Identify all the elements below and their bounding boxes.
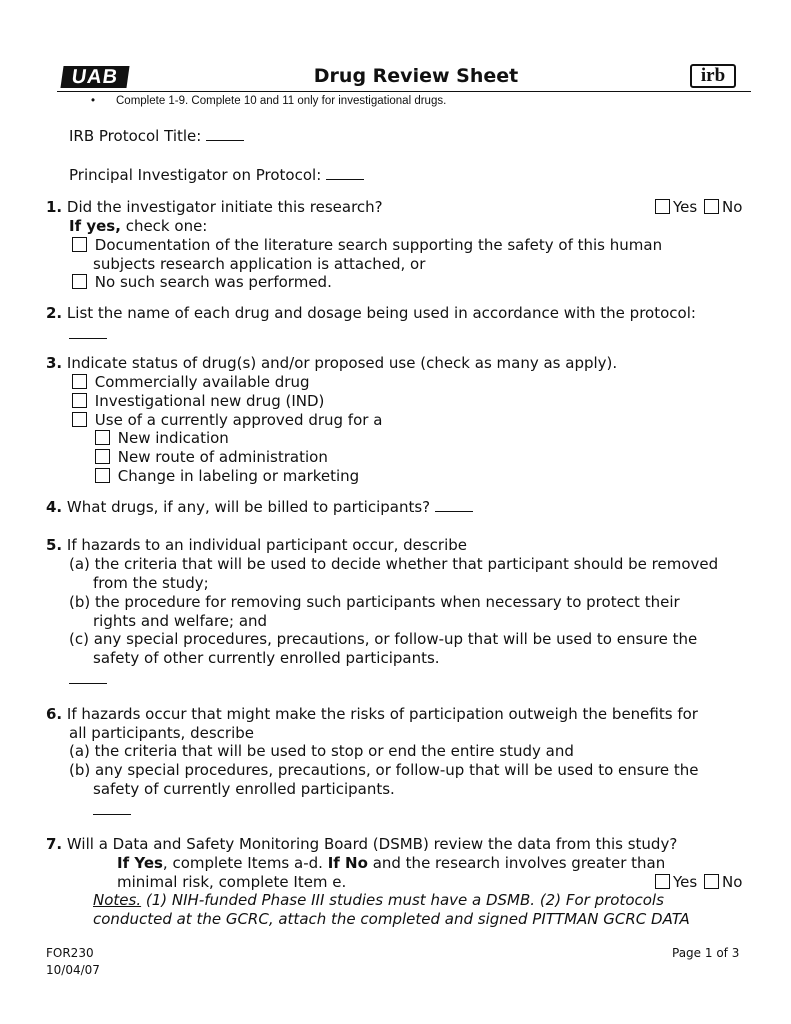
q7-no-checkbox[interactable] [704, 874, 719, 889]
uab-logo: UAB [60, 66, 129, 88]
q1-yes-label: Yes [673, 198, 698, 216]
pi-label: Principal Investigator on Protocol: [69, 166, 322, 184]
q1-if-yes [69, 217, 207, 235]
q3-commercial-checkbox[interactable] [72, 374, 87, 389]
q6-text-line2: all participants, describe [69, 724, 254, 742]
q7-number: 7. [46, 835, 63, 853]
q6-b-line1: (b) any special procedures, precautions, or follow-up that will be used to ensure the [69, 761, 699, 779]
q6-a-line1: (a) the criteria that will be used to stop or end the entire study and [69, 742, 574, 760]
protocol-title-blank[interactable] [206, 130, 244, 141]
q6-question [46, 705, 698, 723]
q5-question [46, 536, 467, 554]
q5-text: If hazards to an individual participant occur, describe [66, 536, 468, 554]
q5-b-line2: rights and welfare; and [93, 612, 268, 630]
q2-question [46, 304, 696, 322]
q5-number: 5. [46, 536, 63, 554]
q7-no-label: No [722, 873, 743, 891]
q7-notes-label: Notes. [93, 891, 142, 909]
q7-text: Will a Data and Safety Monitoring Board (DSMB) review the data from this study? [66, 835, 678, 853]
q2-text: List the name of each drug and dosage being used in accordance with the protocol: [66, 304, 696, 322]
q1-yes-no [655, 198, 742, 216]
q2-number: 2. [46, 304, 63, 322]
q1-no-search-label: No such search was performed. [94, 273, 332, 291]
q5-c-line1: (c) any special procedures, precautions, or follow-up that will be used to ensure the [69, 630, 698, 648]
q3-sub-new-route [95, 448, 328, 466]
q3-text: Indicate status of drug(s) and/or proposed use (check as many as apply). [66, 354, 618, 372]
q3-approved-checkbox[interactable] [72, 412, 87, 427]
form-date: 10/04/07 [46, 963, 100, 977]
q1-if-yes-label: If yes, [69, 217, 121, 235]
pi-field [69, 166, 364, 184]
q3-ind-label: Investigational new drug (IND) [94, 392, 325, 410]
q4-number: 4. [46, 498, 63, 516]
q3-commercial-label: Commercially available drug [94, 373, 310, 391]
q1-option-no-search [72, 273, 332, 291]
q1-documentation-line1: Documentation of the literature search supporting the safety of this human [94, 236, 663, 254]
q3-approved-label: Use of a currently approved drug for a [94, 411, 383, 429]
q3-number: 3. [46, 354, 63, 372]
q1-documentation-line2: subjects research application is attached, or [93, 255, 426, 273]
protocol-title-field [69, 127, 244, 145]
q6-answer-blank-wrap [93, 801, 131, 819]
q1-text: Did the investigator initiate this research? [66, 198, 383, 216]
q1-question [46, 198, 383, 216]
q7-notes-text1: (1) NIH-funded Phase III studies must have a DSMB. (2) For protocols [145, 891, 664, 909]
q2-answer-blank[interactable] [69, 328, 107, 339]
q7-question [46, 835, 677, 853]
page-number: Page 1 of 3 [672, 946, 740, 960]
q7-notes-line1 [93, 891, 664, 909]
q3-new-route-checkbox[interactable] [95, 449, 110, 464]
protocol-title-label: IRB Protocol Title: [69, 127, 202, 145]
q4-text: What drugs, if any, will be billed to participants? [66, 498, 431, 516]
q1-number: 1. [46, 198, 63, 216]
q3-option-ind [72, 392, 324, 410]
q7-mid-text: , complete Items a-d. [162, 854, 323, 872]
q5-c-line2: safety of other currently enrolled participants. [93, 649, 440, 667]
q7-notes-line2: conducted at the GCRC, attach the completed and signed PITTMAN GCRC DATA [93, 910, 690, 928]
q1-check-one: check one: [125, 217, 208, 235]
q1-option-documentation [72, 236, 662, 254]
q1-no-checkbox[interactable] [704, 199, 719, 214]
q7-tail-text: and the research involves greater than [372, 854, 666, 872]
q3-labeling-checkbox[interactable] [95, 468, 110, 483]
q4-question [46, 498, 473, 516]
form-id: FOR230 [46, 946, 94, 960]
q7-if-no-label: If No [327, 854, 368, 872]
q7-yes-no [655, 873, 742, 891]
q5-answer-blank-wrap [69, 670, 107, 688]
q1-documentation-checkbox[interactable] [72, 237, 87, 252]
q6-b-line2: safety of currently enrolled participants. [93, 780, 395, 798]
irb-logo: irb [690, 64, 736, 88]
q3-option-commercial [72, 373, 310, 391]
instruction-bullet: • [91, 95, 96, 107]
q5-b-line1: (b) the procedure for removing such participants when necessary to protect their [69, 593, 680, 611]
q3-ind-checkbox[interactable] [72, 393, 87, 408]
page-title: Drug Review Sheet [313, 65, 519, 87]
q4-answer-blank[interactable] [435, 501, 473, 512]
q6-answer-blank[interactable] [93, 804, 131, 815]
q7-instructions-line2 [117, 854, 665, 872]
q7-yes-checkbox[interactable] [655, 874, 670, 889]
q3-new-indication-label: New indication [117, 429, 229, 447]
q5-a-line1: (a) the criteria that will be used to decide whether that participant should be removed [69, 555, 719, 573]
q7-if-yes-label: If Yes [117, 854, 163, 872]
q6-number: 6. [46, 705, 63, 723]
q3-new-indication-checkbox[interactable] [95, 430, 110, 445]
q3-option-approved [72, 411, 382, 429]
q5-a-line2: from the study; [93, 574, 209, 592]
q5-answer-blank[interactable] [69, 673, 107, 684]
instruction-text: Complete 1-9. Complete 10 and 11 only for investigational drugs. [116, 95, 447, 107]
q1-yes-checkbox[interactable] [655, 199, 670, 214]
pi-blank[interactable] [326, 169, 364, 180]
q2-answer-blank-wrap [69, 325, 107, 343]
q1-no-label: No [722, 198, 743, 216]
q3-sub-labeling [95, 467, 359, 485]
q3-question [46, 354, 617, 372]
q3-new-route-label: New route of administration [117, 448, 328, 466]
q6-text-line1: If hazards occur that might make the risks of participation outweigh the benefits for [66, 705, 698, 723]
q3-labeling-label: Change in labeling or marketing [117, 467, 360, 485]
q7-instructions-line3: minimal risk, complete Item e. [117, 873, 347, 891]
q1-no-search-checkbox[interactable] [72, 274, 87, 289]
header-rule [57, 91, 751, 92]
q3-sub-new-indication [95, 429, 229, 447]
q7-yes-label: Yes [673, 873, 698, 891]
